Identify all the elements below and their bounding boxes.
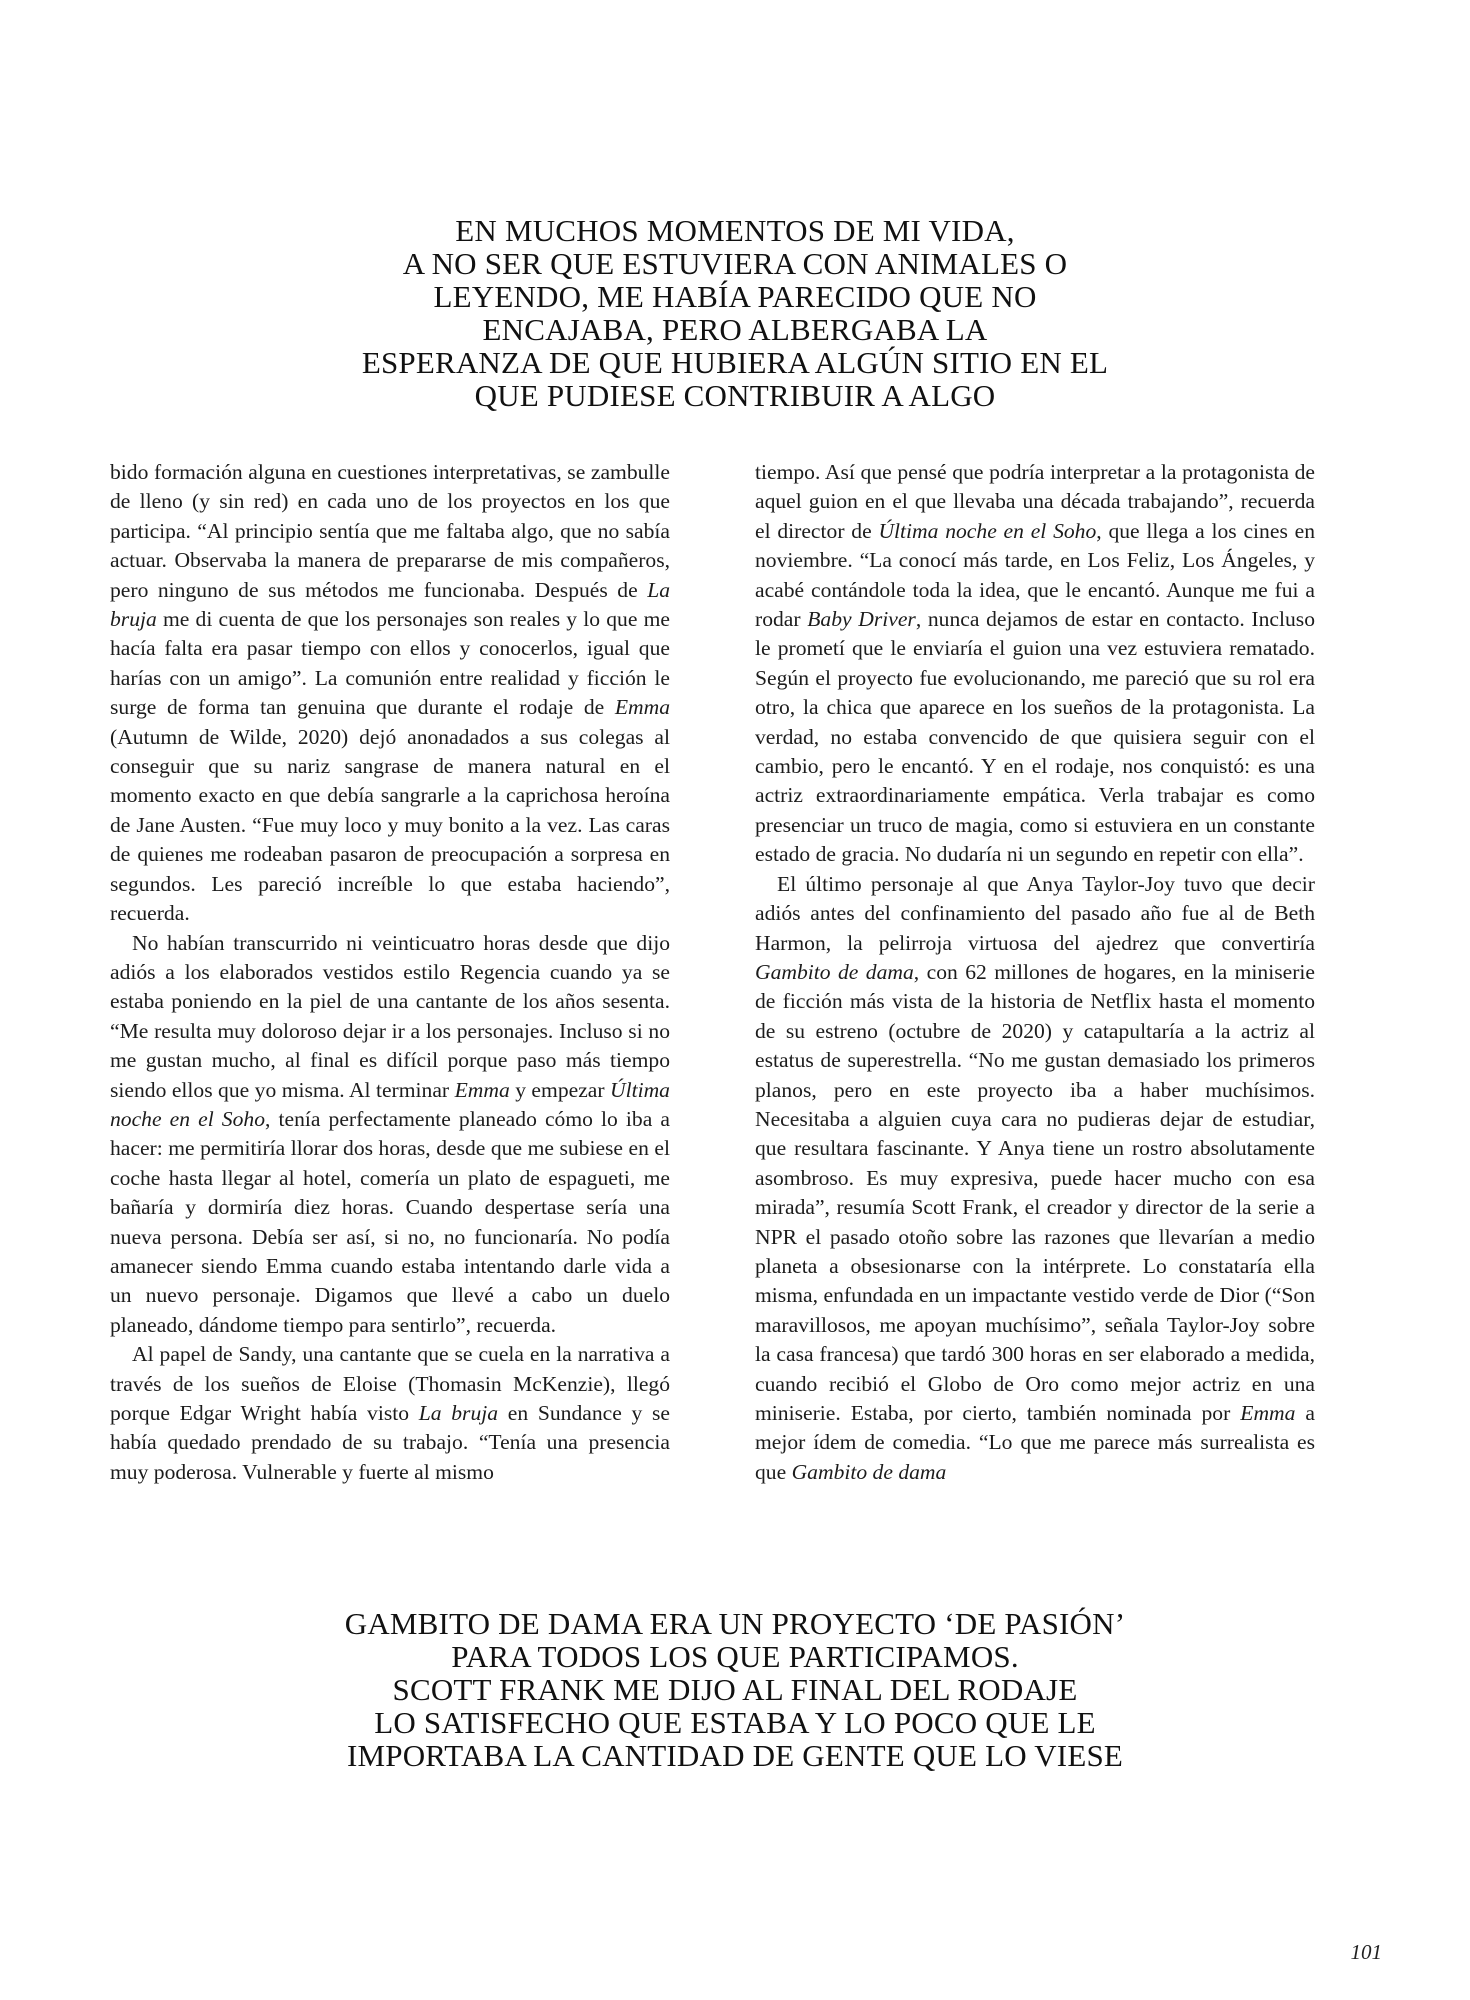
text-run: Al papel de Sandy, una cantante que se cuela en la narrativa a través de los sueños de Eloise (Thomasin McKenzie), llegó porque Edgar Wright había visto bbox=[110, 1342, 670, 1425]
text-run: en Sundance y se había quedado prendado de su trabajo. “Tenía una presencia muy poderosa. Vulnerable y fuerte al mismo bbox=[110, 1401, 670, 1484]
article-column-left bbox=[110, 458, 670, 1487]
text-run: , que llega a los cines en noviembre. “La conocí más tarde, en Los Feliz, Los Ángeles, y acabé contándole toda la idea, que le encantó. Aunque me fui a rodar bbox=[755, 518, 1316, 632]
page-number: 101 bbox=[1350, 1940, 1382, 1964]
pull-quote-line: LO SATISFECHO QUE ESTABA Y LO POCO QUE LE bbox=[374, 1705, 1096, 1740]
pull-quote-line: ENCAJABA, PERO ALBERGABA LA bbox=[482, 312, 988, 347]
text-run: bido formación alguna en cuestiones interpretativas, se zambulle de lleno (y sin red) en cada uno de los proyectos en los que participa. “Al principio sentía que me faltaba algo, que no sabía actuar. Observaba la manera de prepararse de mis compañeros, pero ninguno de sus métodos me funcionaba. Después de bbox=[110, 460, 670, 602]
article-column-right bbox=[755, 458, 1315, 1487]
italic-title: Gambito de dama bbox=[755, 959, 914, 984]
text-run: , con 62 millones de hogares, en la miniserie de ficción más vista de la historia de Netflix hasta el momento de su estreno (octubre de 2020) y catapultaría a la actriz al estatus de superestrella. “No me gustan demasiado los primeros planos, pero en este proyecto iba a haber muchísimos. Necesitaba a alguien cuya cara no pudieras dejar de estudiar, que resultara fascinante. Y Anya tiene un rostro absolutamente asombroso. Es muy expresiva, puede hacer mucho con esa mirada”, resumía Scott Frank, el creador y director de la serie a NPR el pasado otoño sobre las razones que llevarían a medio planeta a obsesionarse con la intérprete. Lo constataría ella misma, enfundada en un impactante vestido verde de Dior (“Son maravillosos, me apoyan muchísimo”, señala Taylor-Joy sobre la casa francesa) que tardó 300 horas en ser elaborado a medida, cuando recibió el Globo de Oro como mejor actriz en una miniserie. Estaba, por cierto, también nominada por bbox=[755, 959, 1315, 1425]
pull-quote-line: IMPORTABA LA CANTIDAD DE GENTE QUE LO VIESE bbox=[346, 1738, 1124, 1773]
pull-quote-line: EN MUCHOS MOMENTOS DE MI VIDA, bbox=[455, 213, 1015, 248]
text-run: El último personaje al que Anya Taylor-Joy tuvo que decir adiós antes del confinamiento del pasado año fue al de Beth Harmon, la pelirroja virtuosa del ajedrez que convertiría bbox=[755, 871, 1315, 955]
pull-quote-line: QUE PUDIESE CONTRIBUIR A ALGO bbox=[474, 378, 996, 413]
italic-title: La bruja bbox=[110, 577, 670, 632]
text-run: me di cuenta de que los personajes son reales y lo que me hacía falta era pasar tiempo con ellos y conocerlos, igual que harías con un amigo”. La comunión entre realidad y ficción le surge de forma tan genuina que durante el rodaje de bbox=[110, 607, 670, 720]
text-run: a mejor ídem de comedia. “Lo que me parece más surrealista es que bbox=[755, 1401, 1315, 1484]
text-run: , nunca dejamos de estar en contacto. Incluso le prometí que le enviaría el guion una vez estuviera rematado. Según el proyecto fue evolucionando, me pareció que su rol era otro, la chica que aparece en los sueños de la protagonista. La verdad, no estaba convencido de que quisiera seguir con el cambio, pero le encantó. Y en el rodaje, nos conquistó: es una actriz extraordinariamente empática. Verla trabajar es como presenciar un truco de magia, como si estuviera en un constante estado de gracia. No dudaría ni un segundo en repetir con ella”. bbox=[755, 607, 1315, 867]
italic-title: Última noche en el Soho bbox=[878, 518, 1097, 543]
italic-title: Emma bbox=[614, 695, 670, 720]
pull-quote-line: ESPERANZA DE QUE HUBIERA ALGÚN SITIO EN EL bbox=[361, 345, 1109, 380]
pull-quote-bottom bbox=[200, 1607, 1270, 1772]
italic-title: Última noche en el Soho bbox=[110, 1077, 670, 1131]
paragraph bbox=[110, 1340, 670, 1487]
text-run: (Autumn de Wilde, 2020) dejó anonadados a sus colegas al conseguir que su nariz sangrase de manera natural en el momento exacto en que debía sangrarle a la caprichosa heroína de Jane Austen. “Fue muy loco y muy bonito a la vez. Las caras de quienes me rodeaban pasaron de preocupación a sorpresa en segundos. Les pareció increíble lo que estaba haciendo”, recuerda. bbox=[110, 724, 670, 926]
text-run: tiempo. Así que pensé que podría interpretar a la protagonista de aquel guion en el que llevaba una década trabajando”, recuerda el director de bbox=[755, 460, 1315, 543]
text-run: No habían transcurrido ni veinticuatro horas desde que dijo adiós a los elaborados vestidos estilo Regencia cuando ya se estaba poniendo en la piel de una cantante de los años sesenta. “Me resulta muy doloroso dejar ir a los personajes. Incluso si no me gustan mucho, al final es difícil porque paso más tiempo siendo ellos que yo misma. Al terminar bbox=[110, 930, 670, 1102]
italic-title: La bruja bbox=[418, 1401, 499, 1425]
text-run: , tenía perfectamente planeado cómo lo iba a hacer: me permitiría llorar dos horas, desde que me subiese en el coche hasta llegar al hotel, comería un plato de espagueti, me bañaría y dormiría diez horas. Cuando despertase sería una nueva persona. Debía ser así, si no, no funcionaría. No podía amanecer siendo Emma cuando estaba intentando darle vida a un nuevo personaje. Digamos que llevé a cabo un duelo planeado, dándome tiempo para sentirlo”, recuerda. bbox=[110, 1106, 670, 1337]
pull-quote-line: SCOTT FRANK ME DIJO AL FINAL DEL RODAJE bbox=[392, 1672, 1078, 1707]
paragraph bbox=[755, 870, 1315, 1488]
italic-title: Gambito de dama bbox=[791, 1459, 947, 1484]
paragraph bbox=[110, 458, 670, 929]
pull-quote-top bbox=[200, 214, 1270, 412]
paragraph bbox=[755, 458, 1315, 870]
text-run: y empezar bbox=[509, 1077, 610, 1102]
italic-title: Baby Driver bbox=[807, 607, 916, 632]
pull-quote-line: GAMBITO DE DAMA ERA UN PROYECTO ‘DE PASIÓN’ bbox=[344, 1606, 1126, 1641]
italic-title: Emma bbox=[1240, 1401, 1296, 1425]
paragraph bbox=[110, 929, 670, 1341]
pull-quote-line: LEYENDO, ME HABÍA PARECIDO QUE NO bbox=[433, 279, 1037, 314]
pull-quote-line: PARA TODOS LOS QUE PARTICIPAMOS. bbox=[451, 1639, 1019, 1674]
pull-quote-line: A NO SER QUE ESTUVIERA CON ANIMALES O bbox=[402, 246, 1068, 281]
italic-title: Emma bbox=[454, 1077, 510, 1102]
